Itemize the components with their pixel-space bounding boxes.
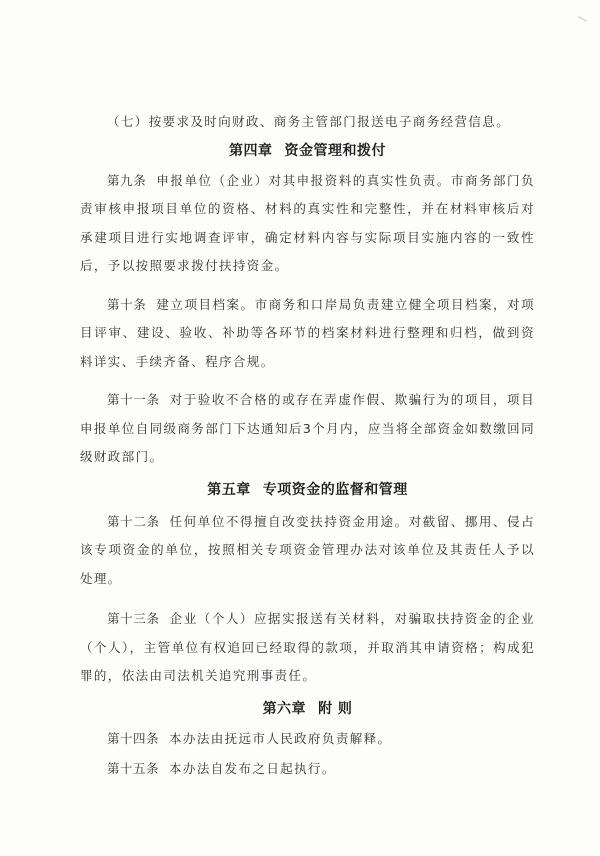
article-12-lead: 第十二条	[107, 513, 160, 529]
article-11-lead: 第十一条	[107, 392, 160, 407]
article-10-text: 建立项目档案。市商务和口岸局负责建立健全项目档案，对项目评审、建设、验收、补助等各环节的档案材料进行整理和归档，做到资料详实、手续齐备、程序合规。	[80, 296, 535, 369]
item-7-text: （七）按要求及时向财政、商务主管部门报送电子商务经营信息。	[107, 114, 511, 129]
chapter-4-number: 第四章	[229, 142, 273, 159]
chapter-6-heading	[80, 695, 535, 723]
article-15-text: 本办法自发布之日起执行。	[169, 761, 336, 776]
chapter-4-title: 资金管理和拨付	[284, 142, 386, 159]
article-14-lead: 第十四条	[107, 730, 160, 746]
article-10-lead: 第十条	[107, 296, 147, 312]
article-10-paragraph	[80, 291, 535, 377]
article-11-text: 对于验收不合格的或存在弄虚作假、欺骗行为的项目，项目申报单位自同级商务部门下达通知后3个月内，应当将全部资金如数缴回同级财政部门。	[80, 392, 535, 464]
chapter-5-title: 专项资金的监督和管理	[262, 481, 408, 498]
article-13-paragraph	[80, 605, 535, 691]
article-12-paragraph	[80, 508, 535, 594]
document-body	[80, 108, 535, 784]
article-15-lead: 第十五条	[107, 761, 160, 776]
chapter-5-number: 第五章	[207, 481, 251, 498]
article-11-paragraph	[80, 386, 535, 472]
chapter-6-number: 第六章	[262, 700, 307, 717]
article-14-text: 本办法由抚远市人民政府负责解释。	[169, 730, 392, 746]
article-12-text: 任何单位不得擅自改变扶持资金用途。对截留、挪用、侵占该专项资金的单位，按照相关专项资金管理办法对该单位及其责任人予以处理。	[80, 513, 535, 586]
article-14-paragraph	[80, 725, 535, 754]
article-9-paragraph	[80, 167, 535, 281]
article-9-text: 申报单位（企业）对其申报资料的真实性负责。市商务部门负责审核申报项目单位的资格、材料的真实性和完整性，并在材料审核后对承建项目进行实地调查评审，确定材料内容与实际项目实施内容的一致性后，予以按照要求拨付扶持资金。	[80, 172, 535, 273]
scan-corner-mark	[575, 16, 587, 27]
article-9-lead: 第九条	[107, 172, 147, 188]
chapter-4-heading	[80, 137, 535, 165]
article-13-text: 企业（个人）应据实报送有关材料，对骗取扶持资金的企业（个人），主管单位有权追回已经取得的款项，并取消其申请资格；构成犯罪的，依法由司法机关追究刑事责任。	[80, 611, 535, 683]
article-15-paragraph	[80, 755, 535, 784]
article-13-lead: 第十三条	[107, 611, 160, 626]
chapter-6-title: 附 则	[318, 700, 353, 717]
item-7-paragraph	[80, 108, 535, 137]
chapter-5-heading	[80, 476, 535, 504]
